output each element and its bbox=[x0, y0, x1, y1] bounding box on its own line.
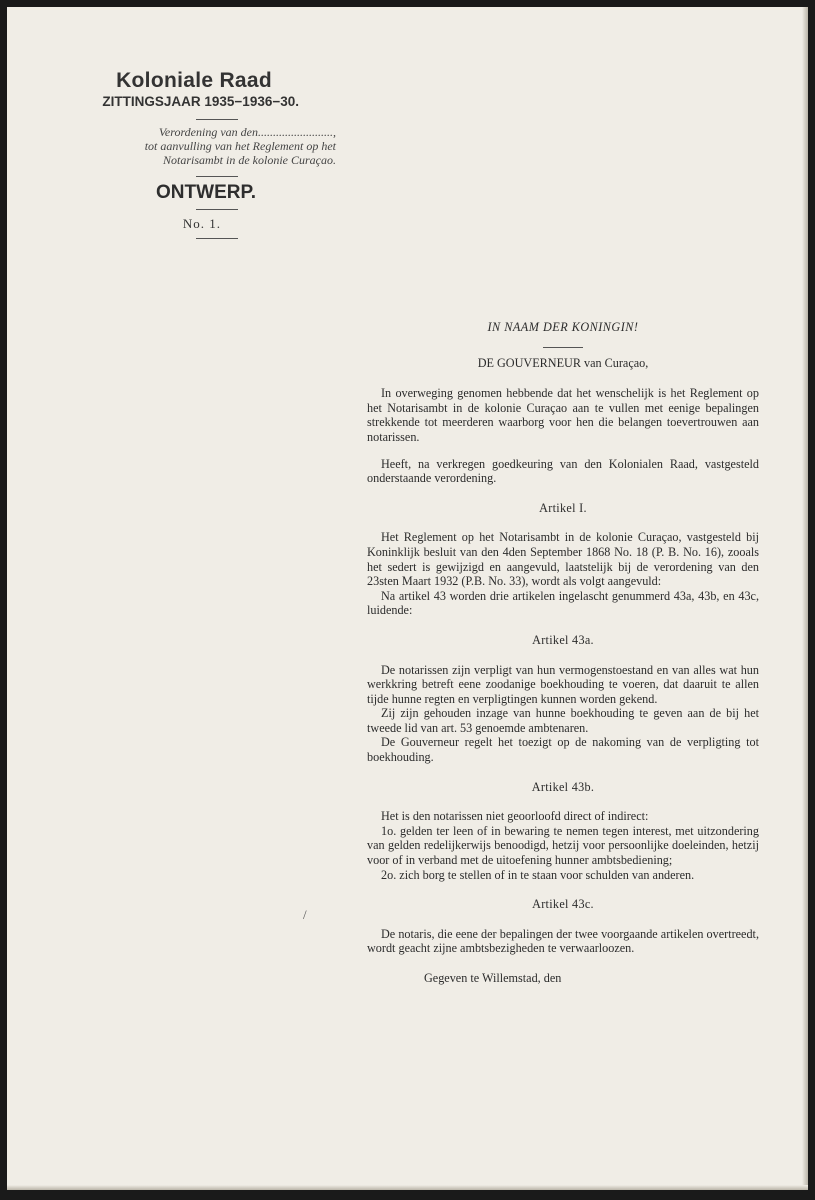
page-edge-right bbox=[802, 7, 808, 1190]
ordinance-body bbox=[367, 320, 759, 986]
description-line-2: tot aanvulling van het Reglement op het bbox=[144, 139, 336, 153]
article-43a-heading: Artikel 43a. bbox=[532, 632, 594, 647]
page-edge-bottom bbox=[7, 1185, 808, 1190]
header-rule-2 bbox=[196, 176, 238, 177]
article-43b-item-1: 1o. gelden ter leen of in bewaring te nemen tegen interest, met uitzondering van gelden redelijkerwijs benoodigd, hetzij voor persoonlijke doeleinden, hetzij voor of in verband met de uitoefening hunner ambtsbediening; bbox=[367, 823, 759, 868]
document-number: No. 1. bbox=[182, 216, 222, 231]
stray-pencil-mark: / bbox=[303, 907, 307, 922]
description-line-1: Verordening van den........................., bbox=[158, 125, 336, 139]
article-43b-paragraph-1: Het is den notarissen niet geoorloofd direct of indirect: bbox=[381, 809, 649, 824]
article-43a-paragraph-3: De Gouverneur regelt het toezigt op de nakoming van de verpligting tot boekhouding. bbox=[367, 735, 759, 765]
invocation: IN NAAM DER KONINGIN! bbox=[487, 320, 639, 334]
governor-line: DE GOUVERNEUR van Curaçao, bbox=[477, 355, 649, 370]
article-1-paragraph-1: Het Reglement op het Notarisambt in de kolonie Curaçao, vastgesteld bij Koninklijk besluit van den 4den September 1868 No. 18 (P. B. No. 16), zooals het sedert is gewijzigd en aangevuld, laatstelijk bij de verordening van den 23sten Maart 1932 (P.B. No. 33), wordt als volgt aangevuld: bbox=[367, 530, 759, 589]
closing-line: Gegeven te Willemstad, den bbox=[424, 971, 562, 985]
article-43b-heading: Artikel 43b. bbox=[531, 779, 595, 794]
article-43a-paragraph-2: Zij zijn gehouden inzage van hunne boekhouding te geven aan de bij het tweede lid van art. 53 genoemde ambtenaren. bbox=[367, 706, 759, 735]
header-rule-4 bbox=[196, 238, 238, 239]
article-43c-paragraph-1: De notaris, die eene der bepalingen der twee voorgaande artikelen overtreedt, wordt geacht zijne ambtsbezigheden te verwaarloozen. bbox=[367, 926, 759, 956]
draft-label: ONTWERP. bbox=[156, 182, 256, 203]
article-43c-heading: Artikel 43c. bbox=[532, 897, 594, 912]
header-rule-3 bbox=[196, 209, 238, 210]
enactment-clause: Heeft, na verkregen goedkeuring van den Kolonialen Raad, vastgesteld onderstaande verordening. bbox=[367, 456, 759, 486]
document-page bbox=[7, 7, 808, 1190]
article-43b-item-2: 2o. zich borg te stellen of in te staan voor schulden van anderen. bbox=[381, 867, 695, 882]
session-year: ZITTINGSJAAR 1935−1936−30. bbox=[102, 94, 299, 109]
document-header bbox=[62, 69, 342, 239]
header-rule-1 bbox=[196, 119, 238, 120]
article-1-paragraph-2: Na artikel 43 worden drie artikelen ingelascht genummerd 43a, 43b, en 43c, luidende: bbox=[367, 588, 759, 618]
article-43a-paragraph-1: De notarissen zijn verpligt van hun vermogenstoestand en van alles wat hun werkkring betreft eene zoodanige boekhouding te voeren, dat daaruit te allen tijde hunne regten en verpligtingen kunnen worden gekend. bbox=[367, 662, 759, 706]
description-line-3: Notarisambt in de kolonie Curaçao. bbox=[163, 153, 336, 167]
preamble: In overweging genomen hebbende dat het wenschelijk is het Reglement op het Notarisambt in de kolonie Curaçao aan te vullen met eenige bepalingen strekkende tot meerderen waarborg voor hen die belangen toevertrouwen aan notarissen. bbox=[367, 386, 759, 444]
ordinance-description bbox=[62, 125, 342, 167]
body-rule bbox=[543, 347, 583, 348]
council-title: Koloniale Raad bbox=[116, 69, 272, 92]
article-1-heading: Artikel I. bbox=[539, 500, 587, 515]
